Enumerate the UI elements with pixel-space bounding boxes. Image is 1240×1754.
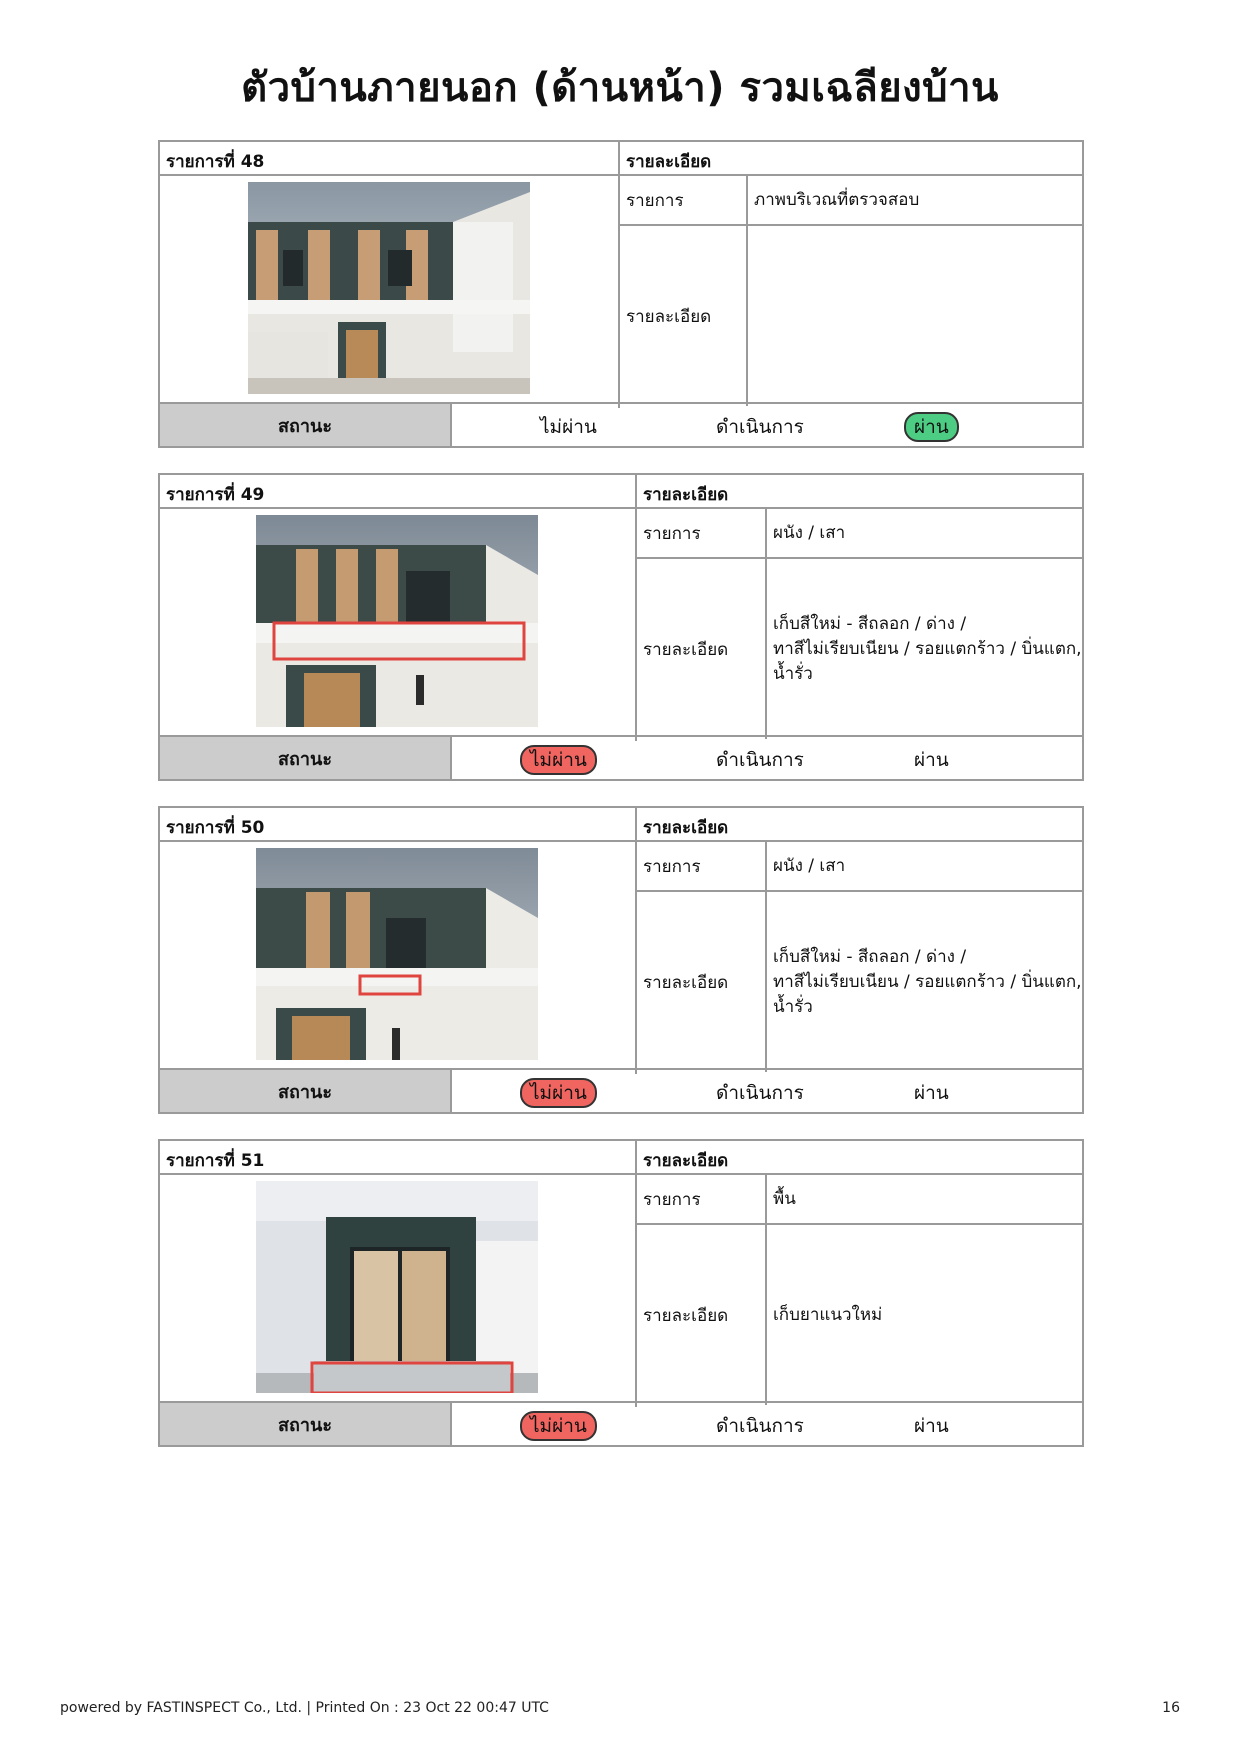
detail-header: รายละเอียด — [637, 1141, 1082, 1175]
status-label: สถานะ — [160, 737, 452, 779]
item-label: รายการ — [637, 509, 767, 559]
detail-label: รายละเอียด — [637, 1225, 767, 1405]
status-option-pass[interactable]: ผ่าน — [914, 749, 949, 771]
status-option-fail[interactable]: ไม่ผ่าน — [520, 1078, 597, 1108]
wall-photo-image — [256, 848, 538, 1060]
item-header: รายการที่ 48 — [160, 142, 620, 176]
detail-line: น้ำรั่ว — [773, 663, 813, 684]
detail-value — [767, 892, 1082, 1072]
status-option-fail[interactable]: ไม่ผ่าน — [520, 745, 597, 775]
detail-line: ทาสีไม่เรียบเนียน / รอยแตกร้าว / บิ่นแตก, — [773, 971, 1082, 992]
item-label: รายการ — [637, 842, 767, 892]
inspection-photo — [160, 842, 637, 1074]
item-header: รายการที่ 51 — [160, 1141, 637, 1175]
status-option-fail[interactable]: ไม่ผ่าน — [520, 1411, 597, 1441]
inspection-item-48 — [158, 140, 1084, 448]
item-value: ผนัง / เสา — [767, 842, 1082, 892]
status-option-in-progress[interactable]: ดำเนินการ — [716, 749, 804, 771]
inspection-item-50 — [158, 806, 1084, 1114]
inspection-item-49 — [158, 473, 1084, 781]
status-row — [160, 402, 1082, 446]
detail-line: เก็บสีใหม่ - สีถลอก / ด่าง / — [773, 946, 967, 967]
inspection-photo — [160, 176, 620, 408]
detail-line: น้ำรั่ว — [773, 996, 813, 1017]
status-option-pass[interactable]: ผ่าน — [914, 1415, 949, 1437]
detail-header: รายละเอียด — [637, 808, 1082, 842]
status-label: สถานะ — [160, 1070, 452, 1112]
detail-header: รายละเอียด — [637, 475, 1082, 509]
detail-value — [767, 559, 1082, 739]
item-label: รายการ — [620, 176, 748, 226]
footer-text: powered by FASTINSPECT Co., Ltd. | Printed On : 23 Oct 22 00:47 UTC — [60, 1700, 549, 1716]
item-value: ภาพบริเวณที่ตรวจสอบ — [748, 176, 1082, 226]
detail-value — [767, 1225, 1082, 1405]
status-option-pass[interactable]: ผ่าน — [904, 412, 959, 442]
inspection-item-51 — [158, 1139, 1084, 1447]
item-header: รายการที่ 49 — [160, 475, 637, 509]
detail-line: เก็บสีใหม่ - สีถลอก / ด่าง / — [773, 613, 967, 634]
status-option-in-progress[interactable]: ดำเนินการ — [716, 1415, 804, 1437]
status-row — [160, 1068, 1082, 1112]
detail-line: ทาสีไม่เรียบเนียน / รอยแตกร้าว / บิ่นแตก, — [773, 638, 1082, 659]
status-option-fail[interactable]: ไม่ผ่าน — [540, 416, 597, 438]
detail-header: รายละเอียด — [620, 142, 1082, 176]
detail-label: รายละเอียด — [637, 559, 767, 739]
status-row — [160, 1401, 1082, 1445]
status-option-in-progress[interactable]: ดำเนินการ — [716, 1082, 804, 1104]
status-option-in-progress[interactable]: ดำเนินการ — [716, 416, 804, 438]
floor-photo-image — [256, 1181, 538, 1393]
page-title: ตัวบ้านภายนอก (ด้านหน้า) รวมเฉลียงบ้าน — [241, 65, 999, 111]
wall-photo-image — [256, 515, 538, 727]
status-row — [160, 735, 1082, 779]
item-value: พื้น — [767, 1175, 1082, 1225]
house-photo-image — [248, 182, 530, 394]
detail-label: รายละเอียด — [637, 892, 767, 1072]
inspection-photo — [160, 509, 637, 741]
item-label: รายการ — [637, 1175, 767, 1225]
status-label: สถานะ — [160, 404, 452, 446]
status-option-pass[interactable]: ผ่าน — [914, 1082, 949, 1104]
item-value: ผนัง / เสา — [767, 509, 1082, 559]
page-number: 16 — [1162, 1700, 1180, 1716]
status-label: สถานะ — [160, 1403, 452, 1445]
detail-value — [748, 226, 1082, 406]
inspection-photo — [160, 1175, 637, 1407]
item-header: รายการที่ 50 — [160, 808, 637, 842]
detail-line: เก็บยาแนวใหม่ — [773, 1304, 883, 1325]
detail-label: รายละเอียด — [620, 226, 748, 406]
